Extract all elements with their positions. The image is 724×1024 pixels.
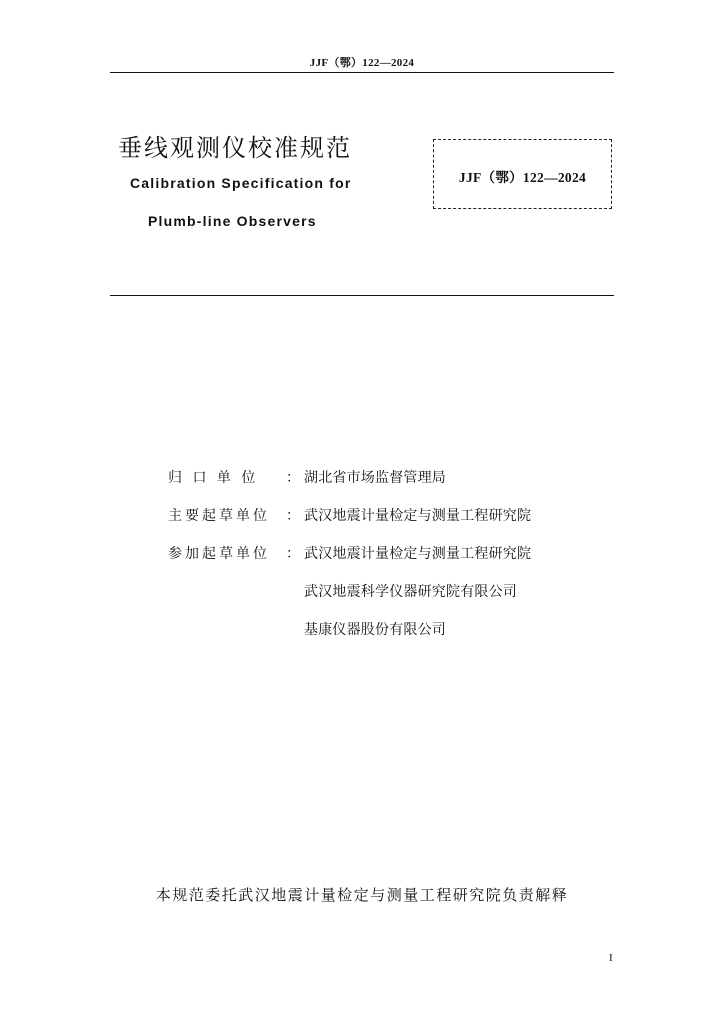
participating-unit-value: 基康仪器股份有限公司 (304, 622, 446, 638)
interpretation-statement: 本规范委托武汉地震计量检定与测量工程研究院负责解释 (155, 886, 569, 904)
page-number: I (609, 952, 613, 964)
participating-unit-value: 武汉地震计量检定与测量工程研究院 (304, 546, 532, 562)
label-separator: ： (286, 470, 300, 486)
label-separator: ： (286, 508, 300, 524)
main-drafting-unit-value: 武汉地震计量检定与测量工程研究院 (304, 508, 532, 524)
main-drafting-unit-row (168, 506, 531, 526)
participating-unit-value: 武汉地震科学仪器研究院有限公司 (304, 584, 517, 600)
participating-unit-row (168, 544, 531, 564)
title-divider (110, 295, 614, 296)
responsible-unit-row (168, 468, 446, 488)
responsible-unit-label: 归 口 单 位 (168, 470, 259, 486)
standard-code-box (433, 139, 612, 209)
header-standard-code: JJF（鄂）122—2024 (309, 57, 415, 69)
header-rule (110, 72, 614, 73)
main-drafting-unit-label: 主要起草单位 (168, 508, 270, 524)
english-title-line-1: Calibration Specification for (130, 175, 352, 191)
responsible-unit-value: 湖北省市场监督管理局 (304, 470, 446, 486)
participating-unit-label: 参加起草单位 (168, 546, 270, 562)
english-title-line-2: Plumb-line Observers (148, 213, 317, 229)
standard-code: JJF（鄂）122—2024 (458, 170, 587, 185)
label-separator: ： (286, 546, 300, 562)
chinese-title: 垂线观测仪校准规范 (118, 134, 352, 162)
